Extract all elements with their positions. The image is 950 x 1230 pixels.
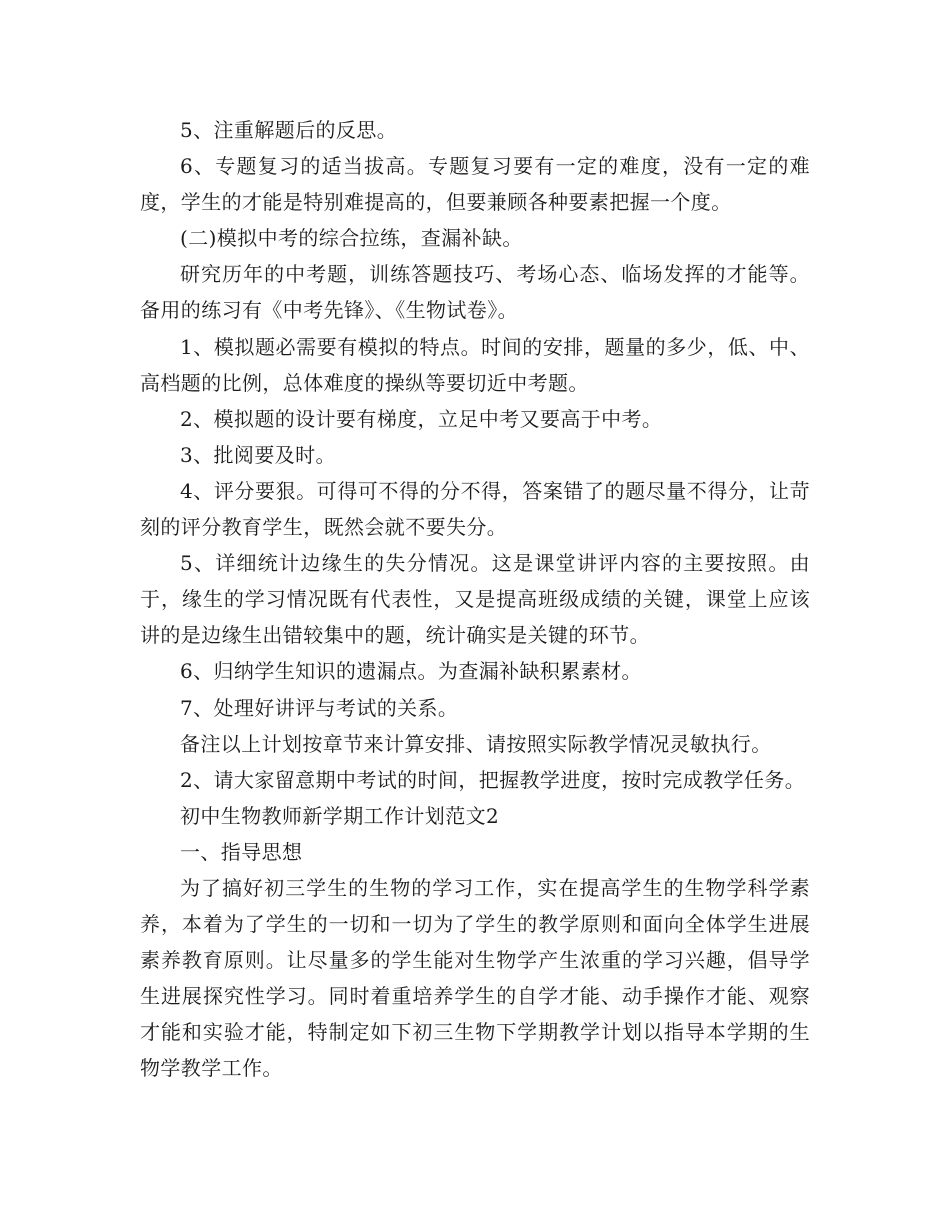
section-title: 初中生物教师新学期工作计划范文2 — [180, 803, 500, 828]
paragraph: 5、详细统计边缘生的失分情况。这是课堂讲评内容的主要按照。由于，缘生的学习情况既有代表性，又是提高班级成绩的关键，课堂上应该讲的是边缘生出错较集中的题，统计确实是关键的环节。 — [140, 551, 810, 648]
paragraph: 1、模拟题必需要有模拟的特点。时间的安排，题量的多少，低、中、高档题的比例，总体难度的操纵等要切近中考题。 — [140, 334, 810, 395]
paragraph: 2、模拟题的设计要有梯度，立足中考又要高于中考。 — [180, 406, 663, 431]
paragraph: 2、请大家留意期中考试的时间，把握教学进度，按时完成教学任务。 — [180, 767, 806, 792]
paragraph: 备注以上计划按章节来计算安排、请按照实际教学情况灵敏执行。 — [180, 731, 772, 756]
document-body — [140, 112, 810, 1087]
paragraph: 5、注重解题后的反思。 — [180, 118, 398, 142]
paragraph: 6、专题复习的适当拔高。专题复习要有一定的难度，没有一定的难度，学生的才能是特别难提高的，但要兼顾各种要素把握一个度。 — [140, 154, 810, 215]
paragraph: (二)模拟中考的综合拉练，查漏补缺。 — [180, 226, 523, 251]
paragraph: 7、处理好讲评与考试的关系。 — [180, 695, 459, 720]
section-heading: 一、指导思想 — [180, 839, 303, 864]
paragraph: 研究历年的中考题，训练答题技巧、考场心态、临场发挥的才能等。备用的练习有《中考先锋》、《生物试卷》。 — [140, 262, 810, 323]
paragraph: 4、评分要狠。可得可不得的分不得，答案错了的题尽量不得分，让苛刻的评分教育学生，既然会就不要失分。 — [140, 478, 810, 540]
paragraph: 为了搞好初三学生的生物的学习工作，实在提高学生的生物学科学素养，本着为了学生的一切和一切为了学生的教学原则和面向全体学生进展素养教育原则。让尽量多的学生能对生物学产生浓重的学习兴趣，倡导学生进展探究性学习。同时着重培养学生的自学才能、动手操作才能、观察才能和实验才能，特制定如下初三生物下学期教学计划以指导本学期的生物学教学工作。 — [140, 875, 810, 1081]
paragraph: 6、归纳学生知识的遗漏点。为查漏补缺积累素材。 — [180, 659, 642, 684]
paragraph: 3、批阅要及时。 — [180, 442, 336, 467]
